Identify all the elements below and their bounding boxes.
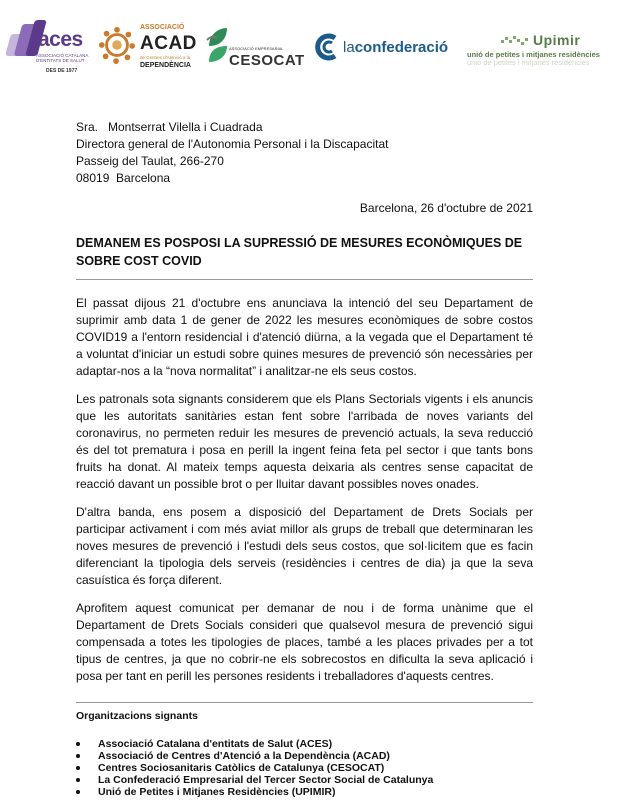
list-item bbox=[76, 786, 546, 798]
paragraph-4: Aprofitem aquest comunicat per demanar de nou i de forma unànime que el Departament de Drets Socials consideri que qualsevol mesura de prevenció sigui compensada a totes les tipologies de places, també a les places privades per a tot tipus de centres, ja que no cobrir-ne els sobrecostos en dificulta la seva aplicació i posa per tant en perill les persones residents i treballadores d'aquests centres. bbox=[76, 601, 533, 683]
list-item bbox=[76, 762, 546, 774]
bullet-icon bbox=[76, 742, 80, 746]
confederacio-prefix: la bbox=[343, 39, 355, 56]
title-divider bbox=[76, 279, 533, 280]
list-item bbox=[76, 738, 546, 750]
paragraph-1: El passat dijous 21 d'octubre ens anunciava la intenció del seu Departament de suprimir amb data 1 de gener de 2022 les mesures econòmiques de sobre costos COVID19 a l'entorn residencial i d'atenció diürna, a la vegada que el Departament té a voluntat d'iniciar un estudi sobre quines mesures de prevenció són necessàries per adaptar-nos a la “nova normalitat” i analitzar-ne els seus costos. bbox=[76, 296, 533, 378]
bullet-icon bbox=[76, 790, 80, 794]
cesocat-subtitle: ASSOCIACIÓ EMPRESARIAL bbox=[229, 46, 284, 51]
bullet-icon bbox=[76, 778, 80, 782]
upimir-logo bbox=[465, 30, 610, 72]
letter-date: Barcelona, 26 d'octubre de 2021 bbox=[359, 201, 533, 215]
signers-list bbox=[76, 738, 546, 798]
aces-subtitle: ASSOCIACIÓ CATALANA D'ENTITATS DE SALUT bbox=[36, 53, 89, 63]
aces-year: DES DE 1977 bbox=[46, 68, 78, 74]
recipient-postcode: 08019 bbox=[76, 171, 110, 185]
upimir-wordmark: Upimir bbox=[533, 32, 581, 48]
signer-name: Unió de Petites i Mitjanes Residències (UPIMIR) bbox=[98, 786, 336, 798]
acad-line3: de Centres d'Atenció a la bbox=[140, 55, 191, 60]
recipient-role: Directora general de l'Autonomia Personal i la Discapacitat bbox=[76, 137, 389, 151]
recipient-salutation: Sra. bbox=[76, 120, 99, 134]
letter-title: DEMANEM ES POSPOSI LA SUPRESSIÓ DE MESURES ECONÒMIQUES DE SOBRE COST COVID bbox=[76, 236, 523, 268]
recipient-name: Montserrat Vilella i Cuadrada bbox=[108, 120, 263, 134]
recipient-city-line bbox=[76, 170, 533, 187]
upimir-subtitle-reflection: unió de petites i mitjanes residències bbox=[467, 58, 590, 67]
paragraph-2: Les patronals sota signants considerem que els Plans Sectorials vigents i els anuncis que les autoritats sanitàries estan fent sobre l'arribada de noves variants del coronavirus, no permeten reduir les mesures de prevenció actuals, la seva reducció és del tot prematura i posa en perill la ingent feina feta pel sector i que tants bons fruits ha donat. Al mateix temps aquesta deixaria als centres sense capacitat de reacció davant un possible brot o per lluitar davant possibles noves onades. bbox=[76, 392, 533, 491]
cesocat-wordmark: CESOCAT bbox=[229, 52, 305, 69]
cesocat-leaf-icon bbox=[205, 26, 231, 64]
aces-wordmark: aces bbox=[38, 28, 83, 51]
bullet-icon bbox=[76, 754, 80, 758]
acad-people-ring-icon bbox=[98, 26, 136, 64]
confederacio-wordmark bbox=[343, 39, 448, 56]
acad-line4: DEPENDÈNCIA bbox=[140, 62, 191, 69]
list-item bbox=[76, 774, 546, 786]
confederacio-c-icon bbox=[313, 32, 341, 62]
confederacio-logo bbox=[313, 30, 463, 70]
recipient-address bbox=[76, 119, 533, 187]
recipient-street: Passeig del Taulat, 266-270 bbox=[76, 154, 224, 168]
upimir-dots-icon bbox=[501, 34, 531, 48]
cesocat-logo bbox=[205, 24, 310, 72]
confederacio-word: confederació bbox=[354, 39, 449, 56]
signer-name: Associació Catalana d'entitats de Salut (ACES) bbox=[98, 738, 333, 750]
upimir-subtitle: unió de petites i mitjanes residències bbox=[467, 50, 600, 59]
paragraph-3: D'altra banda, ens posem a disposició del Departament de Drets Socials per participar activament i com més aviat millor als grups de treball que determinaran les noves mesures de prevenció i l'estudi dels seus costos, que sol·licitem que es facin diferenciant la tipologia dels serveis (residències i centres de dia) ja que la seva casuística és força diferent. bbox=[76, 505, 533, 587]
aces-logo bbox=[8, 20, 93, 78]
acad-logo bbox=[98, 24, 198, 76]
recipient-name-line bbox=[76, 119, 533, 136]
signer-name: Centres Sociosanitaris Catòlics de Catalunya (CESOCAT) bbox=[98, 762, 385, 774]
bullet-icon bbox=[76, 766, 80, 770]
acad-wordmark: ACAD bbox=[140, 33, 197, 54]
signers-heading: Organitzacions signants bbox=[76, 710, 198, 722]
acad-line1: ASSOCIACIÓ bbox=[140, 24, 185, 31]
logo-band bbox=[0, 0, 617, 80]
letter-body bbox=[76, 295, 533, 696]
recipient-city: Barcelona bbox=[116, 171, 171, 185]
list-item bbox=[76, 750, 546, 762]
signer-name: La Confederació Empresarial del Tercer Sector Social de Catalunya bbox=[98, 774, 434, 786]
signers-divider bbox=[76, 702, 533, 703]
signer-name: Associació de Centres d'Atenció a la Dependència (ACAD) bbox=[98, 750, 390, 762]
